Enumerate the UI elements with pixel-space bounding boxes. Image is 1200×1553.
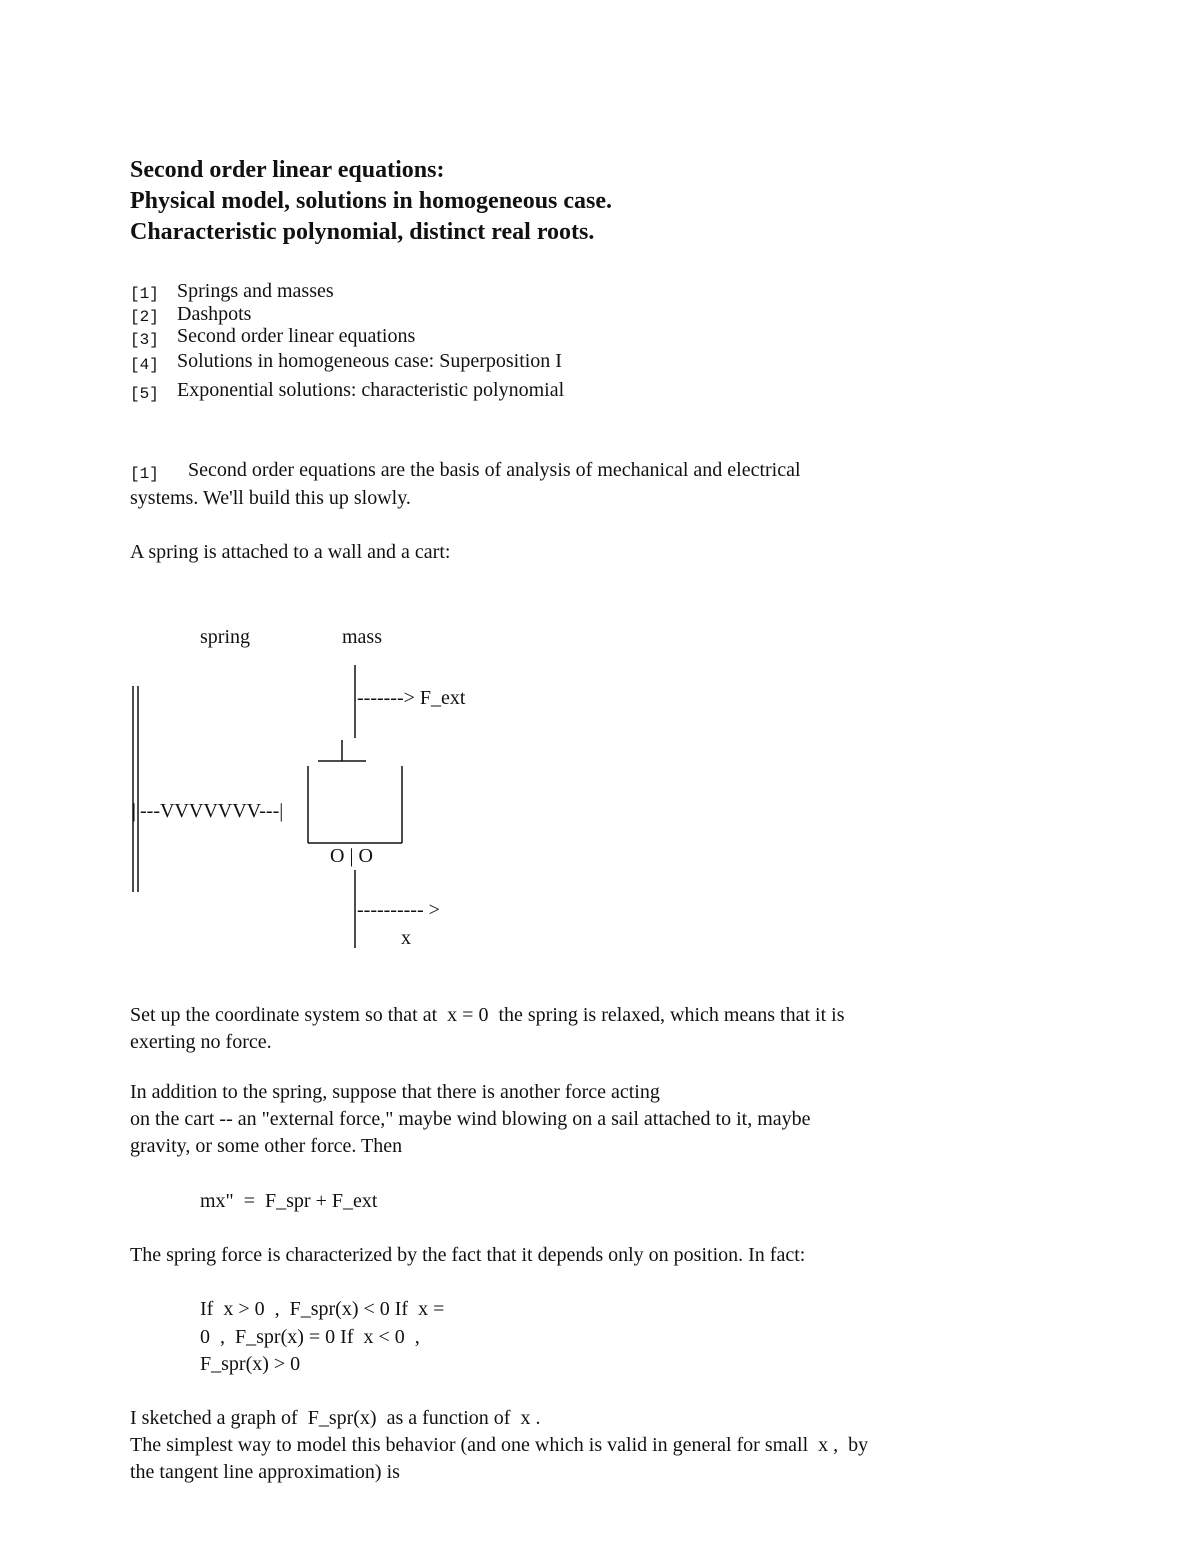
- toc-item-4: Solutions in homogeneous case: Superposition I: [177, 350, 562, 372]
- force-arrow: -------> F_ext: [357, 687, 466, 709]
- title-line-1: Second order linear equations:: [130, 157, 445, 183]
- toc-item-2: Dashpots: [177, 303, 252, 325]
- condition-line-2: 0 , F_spr(x) = 0 If x < 0 ,: [200, 1326, 420, 1348]
- spring-line: ||---VVVVVVV---|: [132, 800, 284, 822]
- toc-item-3: Second order linear equations: [177, 325, 416, 347]
- toc-item-5: Exponential solutions: characteristic polynomial: [177, 379, 565, 401]
- equation-newton: mx" = F_spr + F_ext: [200, 1190, 378, 1212]
- toc-item-1: Springs and masses: [177, 280, 334, 302]
- condition-line-1: If x > 0 , F_spr(x) < 0 If x =: [200, 1298, 445, 1320]
- section-1-intro-a: Second order equations are the basis of analysis of mechanical and electrical: [188, 459, 801, 481]
- cart-body: [308, 766, 402, 843]
- coordinate-text-a: Set up the coordinate system so that at x = 0 the spring is relaxed, which means that it is: [130, 1004, 845, 1026]
- simplest-text-b: the tangent line approximation) is: [130, 1461, 400, 1483]
- section-1-intro-b: systems. We'll build this up slowly.: [130, 487, 411, 509]
- sketch-text: I sketched a graph of F_spr(x) as a function of x .: [130, 1407, 541, 1429]
- spring-label: spring: [200, 626, 250, 648]
- mass-label: mass: [342, 626, 382, 648]
- simplest-text-a: The simplest way to model this behavior (and one which is valid in general for small x , by: [130, 1434, 869, 1456]
- x-arrow: |---------- >: [353, 899, 440, 921]
- toc-num-1: [1]: [130, 285, 159, 303]
- spring-force-text: The spring force is characterized by the fact that it depends only on position. In fact:: [130, 1244, 806, 1266]
- external-force-text-a: In addition to the spring, suppose that there is another force acting: [130, 1081, 660, 1103]
- toc-num-2: [2]: [130, 308, 159, 326]
- condition-line-3: F_spr(x) > 0: [200, 1353, 301, 1375]
- external-force-text-c: gravity, or some other force. Then: [130, 1135, 403, 1157]
- spring-sentence: A spring is attached to a wall and a cart:: [130, 541, 451, 563]
- toc-num-5: [5]: [130, 385, 159, 403]
- wall: [133, 686, 138, 892]
- x-label: x: [401, 927, 411, 949]
- title-line-3: Characteristic polynomial, distinct real roots.: [130, 219, 595, 245]
- coordinate-text-b: exerting no force.: [130, 1031, 272, 1053]
- section-1-number: [1]: [130, 465, 159, 483]
- cart-wheels: O | O: [330, 845, 373, 867]
- toc-num-3: [3]: [130, 331, 159, 349]
- toc-num-4: [4]: [130, 356, 159, 374]
- title-line-2: Physical model, solutions in homogeneous case.: [130, 188, 613, 214]
- external-force-text-b: on the cart -- an "external force," maybe wind blowing on a sail attached to it, maybe: [130, 1108, 811, 1130]
